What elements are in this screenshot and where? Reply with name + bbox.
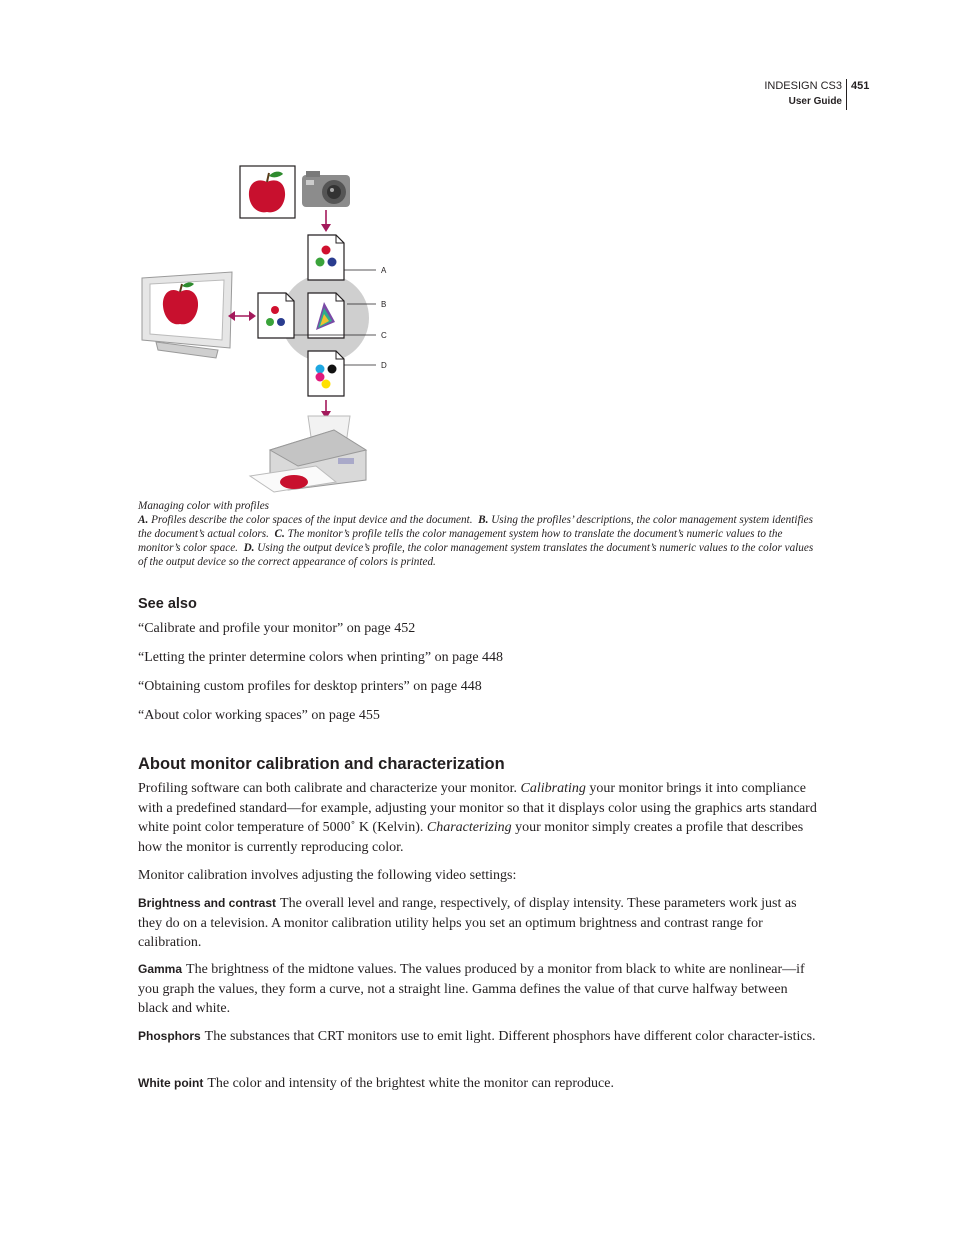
term-definition: The brightness of the midtone values. The values produced by a monitor from black to white are nonlinear—if you graph the values, they form a curve, not a straight line. Gamma defines the value of that curve halfway between black and white. (138, 962, 805, 1016)
caption-title: Managing color with profiles (138, 500, 270, 512)
see-also-link-3[interactable]: “Obtaining custom profiles for desktop printers” on page 448 (138, 679, 482, 694)
document-b-icon (308, 293, 344, 338)
term-phosphors (138, 1027, 818, 1047)
callout-c: C (381, 331, 387, 340)
caption-letter-d: D. (243, 542, 255, 554)
color-management-figure (138, 160, 438, 500)
caption-body (138, 513, 818, 569)
see-also-link-1[interactable]: “Calibrate and profile your monitor” on page 452 (138, 621, 416, 636)
term-label: Brightness and contrast (138, 896, 277, 910)
term-gamma (138, 960, 818, 1019)
caption-text-b: Using the profiles’ descriptions, the color management system identifies the document’s actual colors. (138, 514, 813, 540)
term-definition: The overall level and range, respectively, of display intensity. These parameters work just as they do on a television. A monitor calibration utility helps you set an optimum brightness and contrast range for calibration. (138, 896, 797, 950)
term-brightness (138, 894, 818, 953)
caption-letter-a: A. (138, 514, 149, 526)
callout-d: D (381, 361, 387, 370)
intro-emphasis-characterizing: Characterizing (426, 820, 512, 835)
document-d-icon (308, 351, 344, 396)
caption-text-a: Profiles describe the color spaces of the input device and the document. (151, 514, 473, 526)
section-heading: About monitor calibration and characterization (138, 755, 505, 773)
header-divider (846, 79, 847, 110)
term-label: Phosphors (138, 1029, 201, 1043)
term-label: Gamma (138, 962, 183, 976)
term-definition: The color and intensity of the brightest white the monitor can reproduce. (207, 1076, 614, 1091)
intro-text-1: Profiling software can both calibrate and characterize your monitor. (138, 781, 521, 796)
printer-icon (250, 416, 366, 492)
monitor-icon (142, 272, 232, 358)
see-also-link-4[interactable]: “About color working spaces” on page 455 (138, 708, 380, 723)
intro-text-2: your monitor brings it into compliance with a predefined standard—for example, adjusting your monitor so that it displays color using the graphics arts standard white point color temperature of 5000˚ K (Kelvin). (138, 781, 817, 835)
arrow-input (321, 210, 331, 232)
caption-letter-c: C. (274, 528, 285, 540)
lead-paragraph: Monitor calibration involves adjusting the following video settings: (138, 868, 517, 883)
camera-icon (302, 171, 350, 207)
term-label: White point (138, 1076, 204, 1090)
caption-text-d: Using the output device’s profile, the color management system translates the document’s numeric values to the color values of the output device so the correct appearance of colors is printed. (138, 542, 814, 568)
intro-text-3: your monitor simply creates a profile that describes how the monitor is currently reproducing color. (138, 820, 804, 855)
figure-caption (138, 499, 818, 569)
term-white-point (138, 1074, 818, 1094)
header-guide: User Guide (788, 96, 842, 107)
caption-text-c: The monitor’s profile tells the color management system how to translate the document’s numeric values to the monitor’s color space. (138, 528, 783, 554)
page-number: 451 (851, 80, 870, 92)
see-also-heading: See also (138, 596, 197, 612)
callout-a: A (381, 266, 387, 275)
intro-paragraph (138, 779, 818, 857)
document-a-icon (308, 235, 344, 280)
arrow-monitor (228, 311, 256, 321)
header-product: INDESIGN CS3 (764, 80, 842, 92)
callout-b: B (381, 300, 387, 309)
see-also-link-2[interactable]: “Letting the printer determine colors when printing” on page 448 (138, 650, 504, 665)
term-definition: The substances that CRT monitors use to emit light. Different phosphors have different color character-istics. (204, 1029, 816, 1044)
intro-emphasis-calibrating: Calibrating (520, 781, 586, 796)
caption-letter-b: B. (478, 514, 489, 526)
document-c-icon (258, 293, 294, 338)
apple-image (240, 166, 295, 218)
